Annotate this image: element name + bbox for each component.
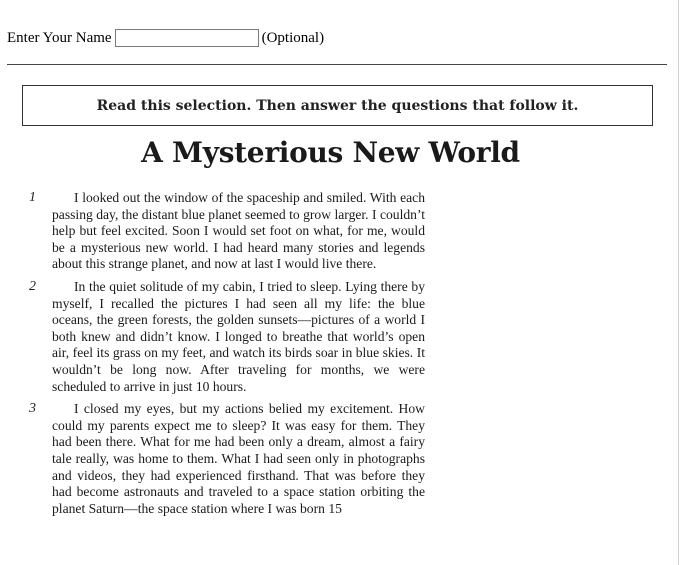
paragraph: [20, 401, 430, 517]
optional-note: (Optional): [261, 29, 325, 46]
paragraph-number: 2: [29, 278, 36, 294]
header-divider: [7, 64, 667, 65]
paragraph: [20, 190, 430, 273]
paragraph: [20, 279, 430, 395]
name-entry-row: [7, 26, 324, 50]
passage-title: A Mysterious New World: [141, 136, 520, 169]
instruction-text: Read this selection. Then answer the questions that follow it.: [96, 97, 579, 114]
passage-body: [20, 190, 430, 523]
paragraph-number: 3: [29, 401, 36, 417]
paragraph-text: In the quiet solitude of my cabin, I tried to sleep. Lying there by myself, I recalled the pictures I had seen all my life: the blue oceans, the green forests, the golden sunsets—pictures of a world I both knew and didn’t know. I longed to breathe that world’s open air, feel its grass on my feet, and watch its birds soar in blue skies. It wouldn’t be long now. After traveling for months, we were scheduled to arrive in just 10 hours.: [52, 278, 425, 394]
paragraph-number: 1: [29, 190, 36, 205]
name-input[interactable]: [115, 29, 259, 47]
name-label: Enter Your Name: [7, 29, 112, 46]
paragraph-text: I looked out the window of the spaceship and smiled. With each passing day, the distant blue planet seemed to grow larger. I couldn’t help but feel excited. Soon I would set foot on what, for me, would be a mysterious new world. I had heard many stories and legends about this strange planet, and now at last I would live there.: [52, 190, 425, 272]
paragraph-text: I closed my eyes, but my actions belied my excitement. How could my parents expect me to sleep? It was easy for them. They had been there. What for me had been only a dream, almost a fairy tale really, was home to them. What I had seen only in photographs and videos, they had experienced firsthand. That was before they had become astronauts and traveled to a space station orbiting the planet Saturn—the space station where I was born 15: [52, 401, 425, 516]
instruction-box: [22, 85, 653, 126]
